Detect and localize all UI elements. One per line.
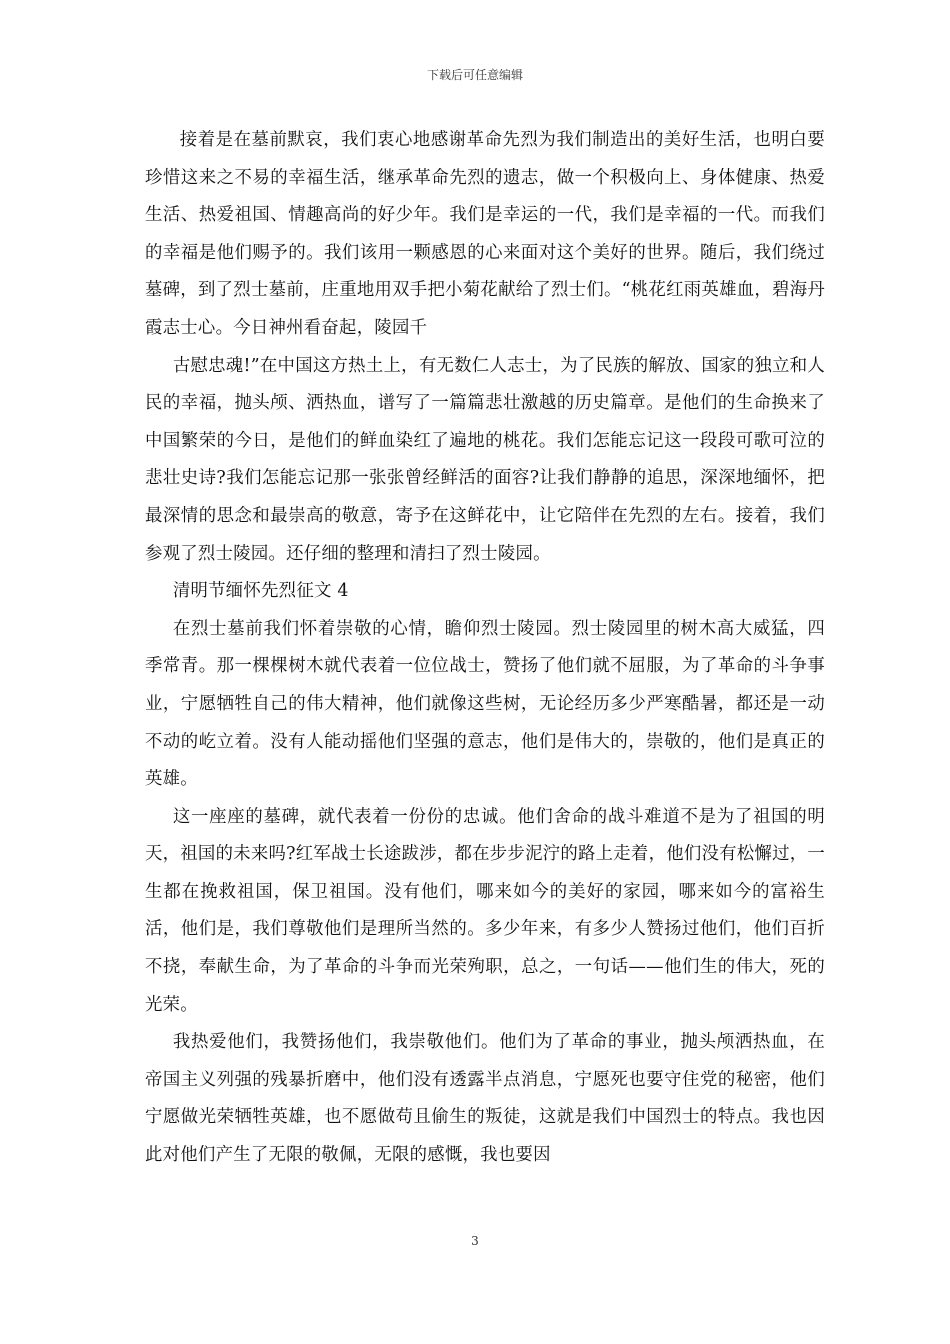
section-heading: 清明节缅怀先烈征文 4 [172,581,349,602]
page-header: 下载后可任意编辑 [426,68,523,82]
page-number: 3 [471,1234,479,1248]
paragraph-1: 接着是在墓前默哀，我们衷心地感谢革命先烈为我们制造出的美好生活，也明白要珍惜这来之不易的幸福生活，继承革命先烈的遗志，做一个积极向上、身体健康、热爱生活、热爱祖国、情趣高尚的好少年。我们是幸运的一代，我们是幸福的一代。而我们的幸福是他们赐予的。我们该用一颗感恩的心来面对这个美好的世界。随后，我们绕过墓碑，到了烈士墓前，庄重地用双手把小菊花献给了烈士们。“桃花红雨英雄血，碧海丹霞志士心。今日神州看奋起，陵园千 [145,130,825,338]
paragraph-4: 这一座座的墓碑，就代表着一份份的忠诚。他们舍命的战斗难道不是为了祖国的明天，祖国的未来吗?红军战士长途跋涉，都在步步泥泞的路上走着，他们没有松懈过，一生都在挽救祖国，保卫祖国。没有他们，哪来如今的美好的家园，哪来如今的富裕生活，他们是，我们尊敬他们是理所当然的。多少年来，有多少人赞扬过他们，他们百折不挠，奉献生命，为了革命的斗争而光荣殉职，总之，一句话——他们生的伟大，死的光荣。 [145,806,825,1015]
paragraph-2: 古慰忠魂!”在中国这方热土上，有无数仁人志士，为了民族的解放、国家的独立和人民的幸福，抛头颅、洒热血，谱写了一篇篇悲壮激越的历史篇章。是他们的生命换来了中国繁荣的今日，是他们的鲜血染红了遍地的桃花。我们怎能忘记这一段段可歌可泣的悲壮史诗?我们怎能忘记那一张张曾经鲜活的面容?让我们静静的追思，深深地缅怀，把最深情的思念和最崇高的敬意，寄予在这鲜花中，让它陪伴在先烈的左右。接着，我们参观了烈士陵园。还仔细的整理和清扫了烈士陵园。 [145,355,825,564]
paragraph-3: 在烈士墓前我们怀着崇敬的心情，瞻仰烈士陵园。烈士陵园里的树木高大威猛，四季常青。那一棵棵树木就代表着一位位战士，赞扬了他们就不屈服，为了革命的斗争事业，宁愿牺牲自己的伟大精神，他们就像这些树，无论经历多少严寒酷暑，都还是一动不动的屹立着。没有人能动摇他们坚强的意志，他们是伟大的，崇敬的，他们是真正的英雄。 [145,618,825,790]
document-body [145,122,825,1175]
paragraph-5: 我热爱他们，我赞扬他们，我崇敬他们。他们为了革命的事业，抛头颅洒热血，在帝国主义列强的残暴折磨中，他们没有透露半点消息，宁愿死也要守住党的秘密，他们宁愿做光荣牺牲英雄，也不愿做苟且偷生的叛徒，这就是我们中国烈士的特点。我也因此对他们产生了无限的敬佩，无限的感慨，我也要因 [145,1032,825,1166]
